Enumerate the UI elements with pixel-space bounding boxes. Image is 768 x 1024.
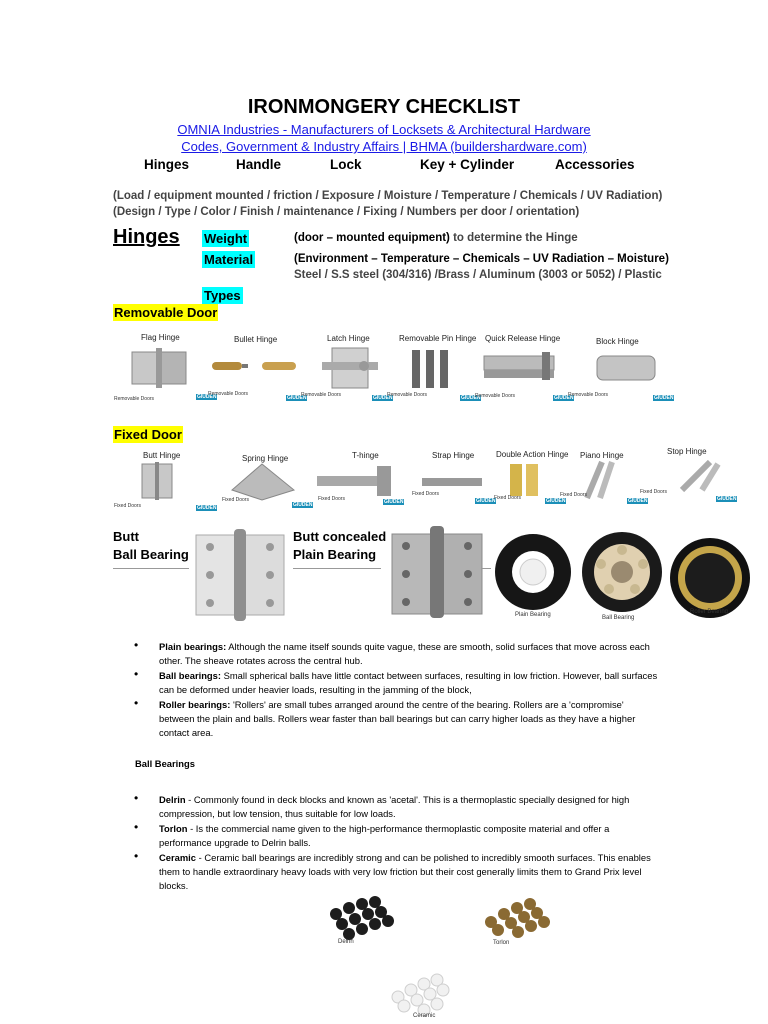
torlon-caption: Torlon — [493, 940, 510, 946]
fixed-doors-caption-1: Fixed Doors — [114, 503, 141, 509]
strap-hinge-image — [422, 478, 482, 486]
ceramic-caption: Ceramic — [413, 1013, 436, 1019]
block-hinge-image — [597, 356, 655, 380]
bullet-text: - Commonly found in deck blocks and known as 'acetal'. This is a thermoplastic specially designed for high compression, but low tension, thus suitable for low loads. — [159, 794, 630, 819]
giuden-logo-11: GIUDEN — [546, 498, 566, 504]
bullet-label: Roller bearings: — [159, 699, 231, 711]
weight-note-bold: (door – mounted equipment) — [294, 232, 450, 244]
conditions-line-1: (Load / equipment mounted / friction / Exposure / Moisture / Temperature / Chemicals / UV Radiation) — [113, 190, 663, 202]
bullet-label: Plain bearings: — [159, 641, 227, 652]
nav-lock: Lock — [330, 157, 362, 172]
list-item-delrin — [134, 793, 659, 820]
ball-bearing-caption: Ball Bearing — [602, 615, 635, 621]
fixed-doors-caption-3: Fixed Doors — [318, 496, 345, 502]
nav-accessories: Accessories — [555, 157, 635, 172]
delrin-balls-image — [330, 896, 394, 940]
piano-hinge-image — [587, 462, 612, 498]
giuden-logo-10: GIUDEN — [476, 498, 496, 504]
butt-ball-bearing-title — [113, 528, 189, 564]
list-item-torlon — [134, 822, 659, 849]
roller-bearing-caption: Roller Bearing — [690, 609, 729, 615]
bullet-label: Torlon — [159, 823, 188, 835]
types-label: Types — [204, 288, 241, 303]
page-title: IRONMONGERY CHECKLIST — [247, 96, 521, 118]
removable-doors-caption-4: Removable Doors — [387, 392, 428, 398]
stop-hinge-image — [682, 462, 718, 490]
roller-bearing-image — [670, 538, 750, 618]
removable-doors-caption-1: Removable Doors — [114, 396, 155, 402]
fixed-door-label: Fixed Door — [114, 427, 182, 442]
bullet-text: - Is the commercial name given to the high-performance thermoplastic composite material and offer a performance upgrade to Delrin balls. — [159, 823, 610, 848]
nav-handle: Handle — [236, 157, 282, 172]
quick-release-hinge-caption: Quick Release Hinge — [485, 334, 561, 343]
omnia-link[interactable]: OMNIA Industries - Manufacturers of Locksets & Architectural Hardware — [177, 122, 591, 137]
quick-release-hinge-image — [484, 352, 554, 380]
plain-bearing-image — [495, 534, 571, 610]
butt-concealed-hinge-image — [386, 524, 486, 620]
bullet-hinge-caption: Bullet Hinge — [234, 335, 278, 344]
list-item-ball-bearings — [134, 669, 659, 696]
butt-concealed-line-2: Plain Bearing — [293, 547, 377, 562]
fixed-doors-caption-6: Fixed Doors — [560, 492, 587, 498]
butt-hinge-image — [142, 462, 172, 500]
butt-hinge-caption: Butt Hinge — [143, 451, 181, 460]
stop-hinge-caption: Stop Hinge — [667, 447, 707, 456]
hinges-heading: Hinges — [113, 226, 180, 248]
removable-pin-hinge-image — [412, 350, 448, 388]
butt-ball-bearing-hinge-image — [188, 527, 290, 621]
bullet-text: Although the name itself sounds quite vague, these are smooth, solid surfaces that move across each other. The sheave rotates across the central hub. — [159, 641, 650, 666]
flag-hinge-image — [132, 348, 186, 388]
flag-hinge-caption: Flag Hinge — [141, 333, 180, 342]
bearings-images — [495, 528, 760, 620]
butt-concealed-line-1: Butt concealed — [293, 529, 387, 544]
material-list: Steel / S.S steel (304/316) /Brass / Aluminum (3003 or 5052) / Plastic — [294, 269, 662, 281]
butt-ball-line-1: Butt — [113, 529, 139, 544]
t-hinge-caption: T-hinge — [352, 451, 379, 460]
list-item-ceramic — [134, 851, 659, 892]
double-action-hinge-caption: Double Action Hinge — [496, 450, 569, 459]
weight-note-rest: to determine the Hinge — [449, 232, 578, 244]
ball-materials-images — [316, 892, 586, 1024]
weight-label: Weight — [204, 231, 248, 246]
plain-bearing-caption: Plain Bearing — [515, 612, 551, 618]
removable-doors-caption-6: Removable Doors — [568, 392, 609, 398]
removable-door-label: Removable Door — [114, 305, 218, 320]
butt-ball-line-2: Ball Bearing — [113, 547, 189, 562]
latch-hinge-image — [322, 348, 378, 388]
giuden-logo-1: GIUDEN — [197, 394, 217, 400]
giuden-logo-5: GIUDEN — [554, 395, 574, 401]
nav-key-cylinder: Key + Cylinder — [420, 157, 515, 172]
material-label: Material — [204, 252, 254, 267]
giuden-logo-12: GIUDEN — [628, 498, 648, 504]
giuden-logo-9: GIUDEN — [384, 499, 404, 505]
bullet-label: Delrin — [159, 794, 186, 805]
divider-2 — [293, 568, 381, 569]
delrin-caption: Delrin — [338, 939, 354, 945]
bullet-label: Ceramic — [159, 852, 197, 864]
material-note: (Environment – Temperature – Chemicals – UV Radiation – Moisture) — [294, 253, 669, 265]
bullet-text: - Ceramic ball bearings are incredibly strong and can be polished to incredibly smooth surfaces. This enables them to handle extraordinary heavy loads with very low friction but their cost generally limits them to Grand Prix level blocks. — [159, 852, 651, 891]
bullet-text: 'Rollers' are small tubes arranged around the centre of the bearing. Rollers are a 'compromise' between the plain and balls. Rollers wear faster than ball bearings but can carry higher loads as they have a higher contact area. — [159, 699, 636, 738]
fixed-doors-caption-7: Fixed Doors — [640, 489, 667, 495]
bullet-label: Ball bearings: — [159, 670, 221, 682]
giuden-logo-6: GIUDEN — [654, 395, 674, 401]
bullet-hinge-image — [212, 362, 296, 370]
ball-bearings-heading: Ball Bearings — [135, 758, 195, 769]
divider-1 — [113, 568, 189, 569]
list-item-roller-bearings — [134, 698, 659, 739]
bullet-text: Small spherical balls have little contact between surfaces, resulting in low friction. However, ball surfaces can be deformed under heavier loads, resulting in the jamming of the block, — [159, 670, 658, 695]
list-item-plain-bearings — [134, 640, 659, 667]
nav-hinges: Hinges — [144, 157, 190, 172]
torlon-balls-image — [485, 898, 550, 938]
giuden-logo-8: GIUDEN — [293, 502, 313, 508]
giuden-logo-3: GIUDEN — [373, 395, 393, 401]
spring-hinge-image — [232, 464, 294, 500]
ball-bearing-image — [582, 532, 662, 612]
fixed-doors-caption-2: Fixed Doors — [222, 497, 249, 503]
fixed-doors-caption-4: Fixed Doors — [412, 491, 439, 497]
weight-note — [294, 232, 578, 244]
divider-3 — [481, 568, 491, 569]
conditions-line-2: (Design / Type / Color / Finish / maintenance / Fixing / Numbers per door / orientation) — [113, 206, 580, 218]
giuden-logo-7: GIUDEN — [197, 505, 217, 511]
t-hinge-image — [317, 466, 391, 496]
bearing-types-list — [134, 640, 659, 739]
latch-hinge-caption: Latch Hinge — [327, 334, 370, 343]
removable-pin-hinge-caption: Removable Pin Hinge — [399, 334, 477, 343]
giuden-logo-2: GIUDEN — [287, 395, 307, 401]
double-action-hinge-image — [510, 464, 538, 496]
piano-hinge-caption: Piano Hinge — [580, 451, 624, 460]
block-hinge-caption: Block Hinge — [596, 337, 639, 346]
giuden-logo-4: GIUDEN — [461, 395, 481, 401]
removable-doors-caption-5: Removable Doors — [475, 393, 516, 399]
spring-hinge-caption: Spring Hinge — [242, 454, 289, 463]
giuden-logo-13: GIUDEN — [717, 496, 737, 502]
butt-concealed-title — [293, 528, 386, 564]
removable-doors-caption-2: Removable Doors — [208, 391, 249, 397]
strap-hinge-caption: Strap Hinge — [432, 451, 475, 460]
ball-materials-list — [134, 793, 659, 892]
ceramic-balls-image — [392, 974, 449, 1016]
fixed-doors-caption-5: Fixed Doors — [494, 495, 521, 501]
bhma-link[interactable]: Codes, Government & Industry Affairs | BHMA (buildershardware.com) — [181, 139, 587, 154]
removable-doors-caption-3: Removable Doors — [301, 392, 342, 398]
